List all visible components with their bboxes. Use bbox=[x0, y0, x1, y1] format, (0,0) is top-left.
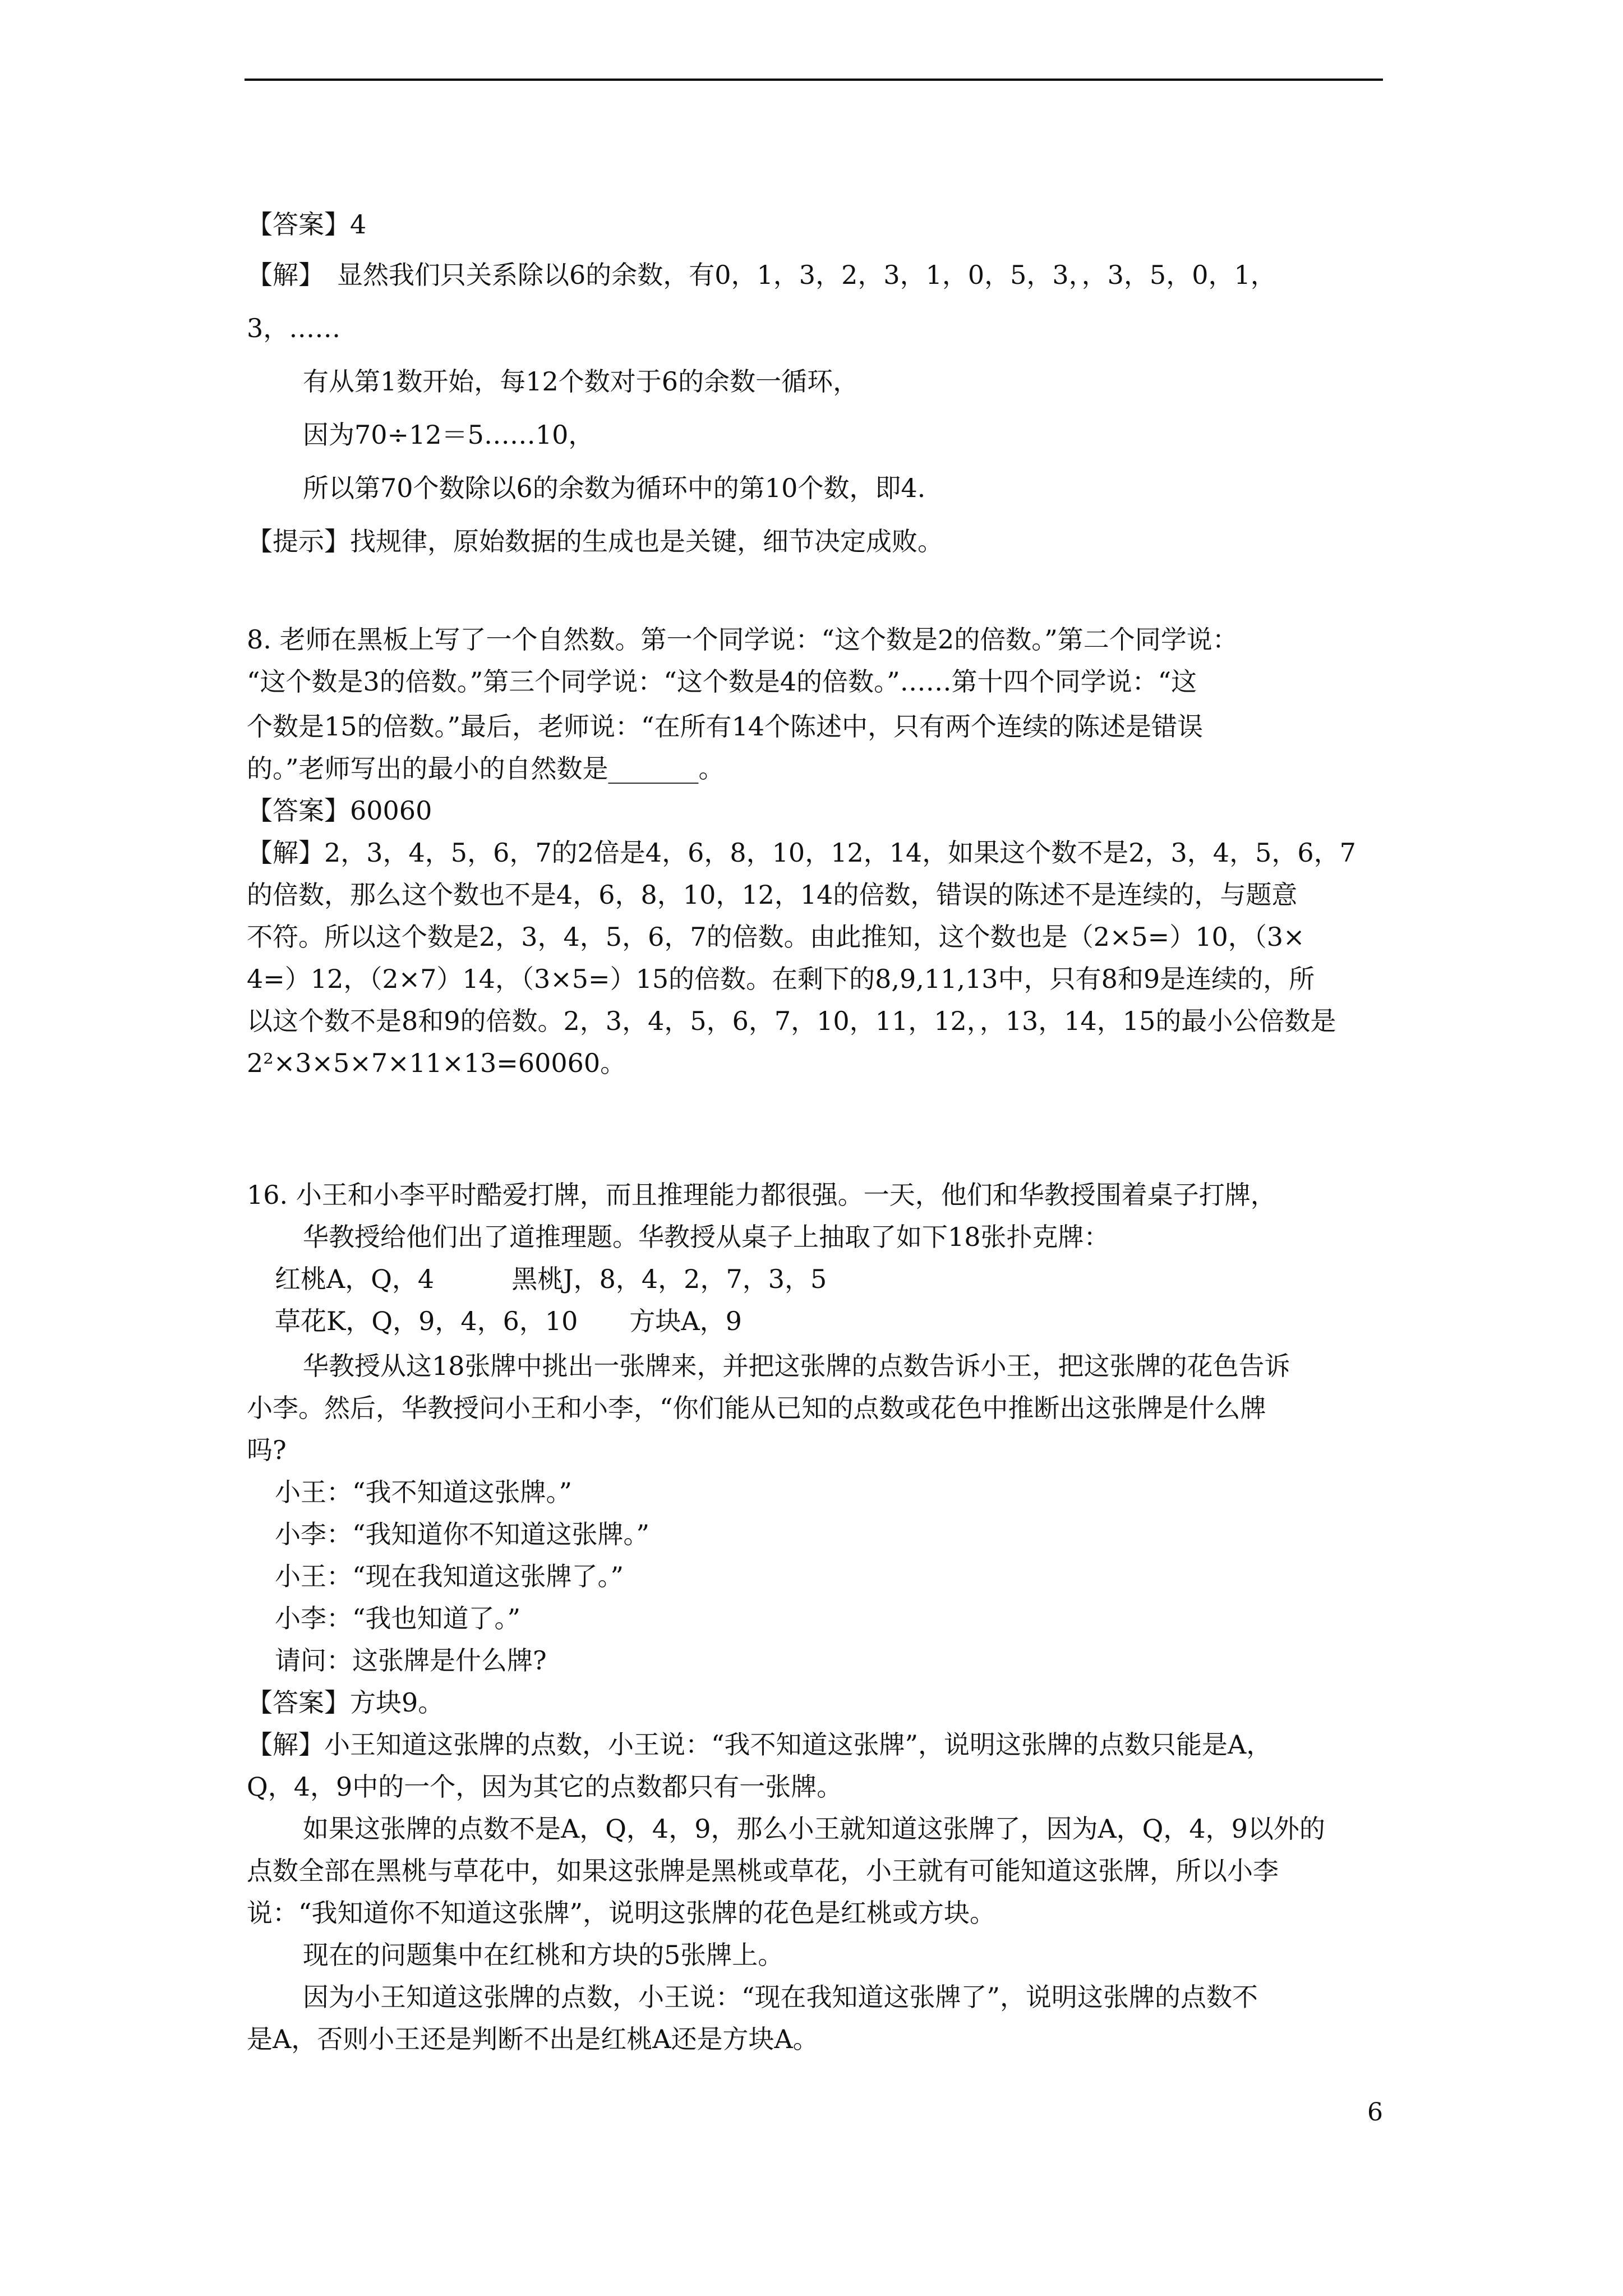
question-16-cards-line-2: 草花K，Q，9，4，6，10 方块A，9 bbox=[275, 1306, 742, 1336]
solution-7-line-4: 因为70÷12＝5……10， bbox=[303, 420, 594, 450]
question-8-line-3: 个数是15的倍数。”最后，老师说：“在所有14个陈述中，只有两个连续的陈述是错误 bbox=[247, 711, 1204, 742]
solution-8-line-4: 4=）12，（2×7）14，（3×5=）15的倍数。在剩下的8,9,11,13中，只有8和9是连续的，所 bbox=[247, 964, 1315, 994]
dialogue-li-1: 小李：“我知道你不知道这张牌。” bbox=[275, 1519, 650, 1549]
question-16-line-5: 吗? bbox=[247, 1435, 287, 1465]
question-8-line-2: “这个数是3的倍数。”第三个同学说：“这个数是4的倍数。”……第十四个同学说：“这 bbox=[247, 666, 1197, 697]
solution-7-line-5: 所以第70个数除以6的余数为循环中的第10个数，即4. bbox=[303, 473, 926, 503]
solution-16-line-5: 说：“我知道你不知道这张牌”，说明这张牌的花色是红桃或方块。 bbox=[247, 1898, 996, 1928]
hint-7: 【提示】找规律，原始数据的生成也是关键，细节决定成败。 bbox=[247, 526, 943, 556]
solution-7-line-2: 3，…… bbox=[247, 313, 341, 343]
question-8-line-1: 8. 老师在黑板上写了一个自然数。第一个同学说：“这个数是2的倍数。”第二个同学说： bbox=[247, 624, 1238, 655]
header-rule bbox=[245, 79, 1383, 81]
answer-7: 【答案】4 bbox=[247, 209, 367, 240]
question-16-ask: 请问：这张牌是什么牌? bbox=[275, 1645, 547, 1676]
dialogue-li-2: 小李：“我也知道了。” bbox=[275, 1603, 521, 1634]
solution-8-line-6: 2²×3×5×7×11×13=60060。 bbox=[247, 1048, 626, 1078]
solution-7-line-3: 有从第1数开始，每12个数对于6的余数一循环， bbox=[303, 366, 859, 397]
answer-8: 【答案】60060 bbox=[247, 795, 432, 826]
solution-16-line-2: Q，4，9中的一个，因为其它的点数都只有一张牌。 bbox=[247, 1772, 843, 1802]
dialogue-wang-2: 小王：“现在我知道这张牌了。” bbox=[275, 1561, 624, 1591]
solution-16-line-4: 点数全部在黑桃与草花中，如果这张牌是黑桃或草花，小王就有可能知道这张牌，所以小李 bbox=[247, 1856, 1279, 1886]
question-16-line-3: 华教授从这18张牌中挑出一张牌来，并把这张牌的点数告诉小王，把这张牌的花色告诉 bbox=[303, 1351, 1290, 1381]
question-16-line-1: 16. 小王和小李平时酷爱打牌，而且推理能力都很强。一天，他们和华教授围着桌子打牌， bbox=[247, 1180, 1276, 1210]
solution-8-line-2: 的倍数，那么这个数也不是4，6，8，10，12，14的倍数，错误的陈述不是连续的，与题意 bbox=[247, 880, 1298, 910]
solution-16-line-3: 如果这张牌的点数不是A，Q，4，9，那么小王就知道这张牌了，因为A，Q，4，9以外的 bbox=[303, 1814, 1325, 1844]
solution-16-line-7: 因为小王知道这张牌的点数，小王说：“现在我知道这张牌了”，说明这张牌的点数不 bbox=[303, 1982, 1258, 2012]
solution-8-line-3: 不符。所以这个数是2，3，4，5，6，7的倍数。由此推知，这个数也是（2×5=）10，（3× bbox=[247, 922, 1305, 952]
solution-8-line-1: 【解】2，3，4，5，6，7的2倍是4，6，8，10，12，14，如果这个数不是2，3，4，5，6，7 bbox=[247, 838, 1356, 868]
answer-16: 【答案】方块9。 bbox=[247, 1687, 444, 1718]
question-16-line-2: 华教授给他们出了道推理题。华教授从桌子上抽取了如下18张扑克牌： bbox=[303, 1222, 1110, 1252]
page-number: 6 bbox=[1367, 2098, 1383, 2127]
question-8-line-4: 的。”老师写出的最小的自然数是_______。 bbox=[247, 753, 725, 784]
question-16-line-4: 小李。然后，华教授问小王和小李，“你们能从已知的点数或花色中推断出这张牌是什么牌 bbox=[247, 1393, 1266, 1423]
question-16-cards-line-1: 红桃A，Q，4 黑桃J，8，4，2，7，3，5 bbox=[275, 1264, 827, 1294]
solution-8-line-5: 以这个数不是8和9的倍数。2，3，4，5，6，7，10，11，12，，13，14，15的最小公倍数是 bbox=[247, 1006, 1336, 1036]
solution-7-line-1: 【解】 显然我们只关系除以6的余数，有0，1，3，2，3，1，0，5，3，，3，5，0，1， bbox=[247, 260, 1276, 290]
dialogue-wang-1: 小王：“我不知道这张牌。” bbox=[275, 1477, 573, 1507]
solution-16-line-6: 现在的问题集中在红桃和方块的5张牌上。 bbox=[303, 1940, 784, 1970]
solution-16-line-8: 是A，否则小王还是判断不出是红桃A还是方块A。 bbox=[247, 2024, 819, 2054]
solution-16-line-1: 【解】小王知道这张牌的点数，小王说：“我不知道这张牌”，说明这张牌的点数只能是A， bbox=[247, 1729, 1272, 1760]
